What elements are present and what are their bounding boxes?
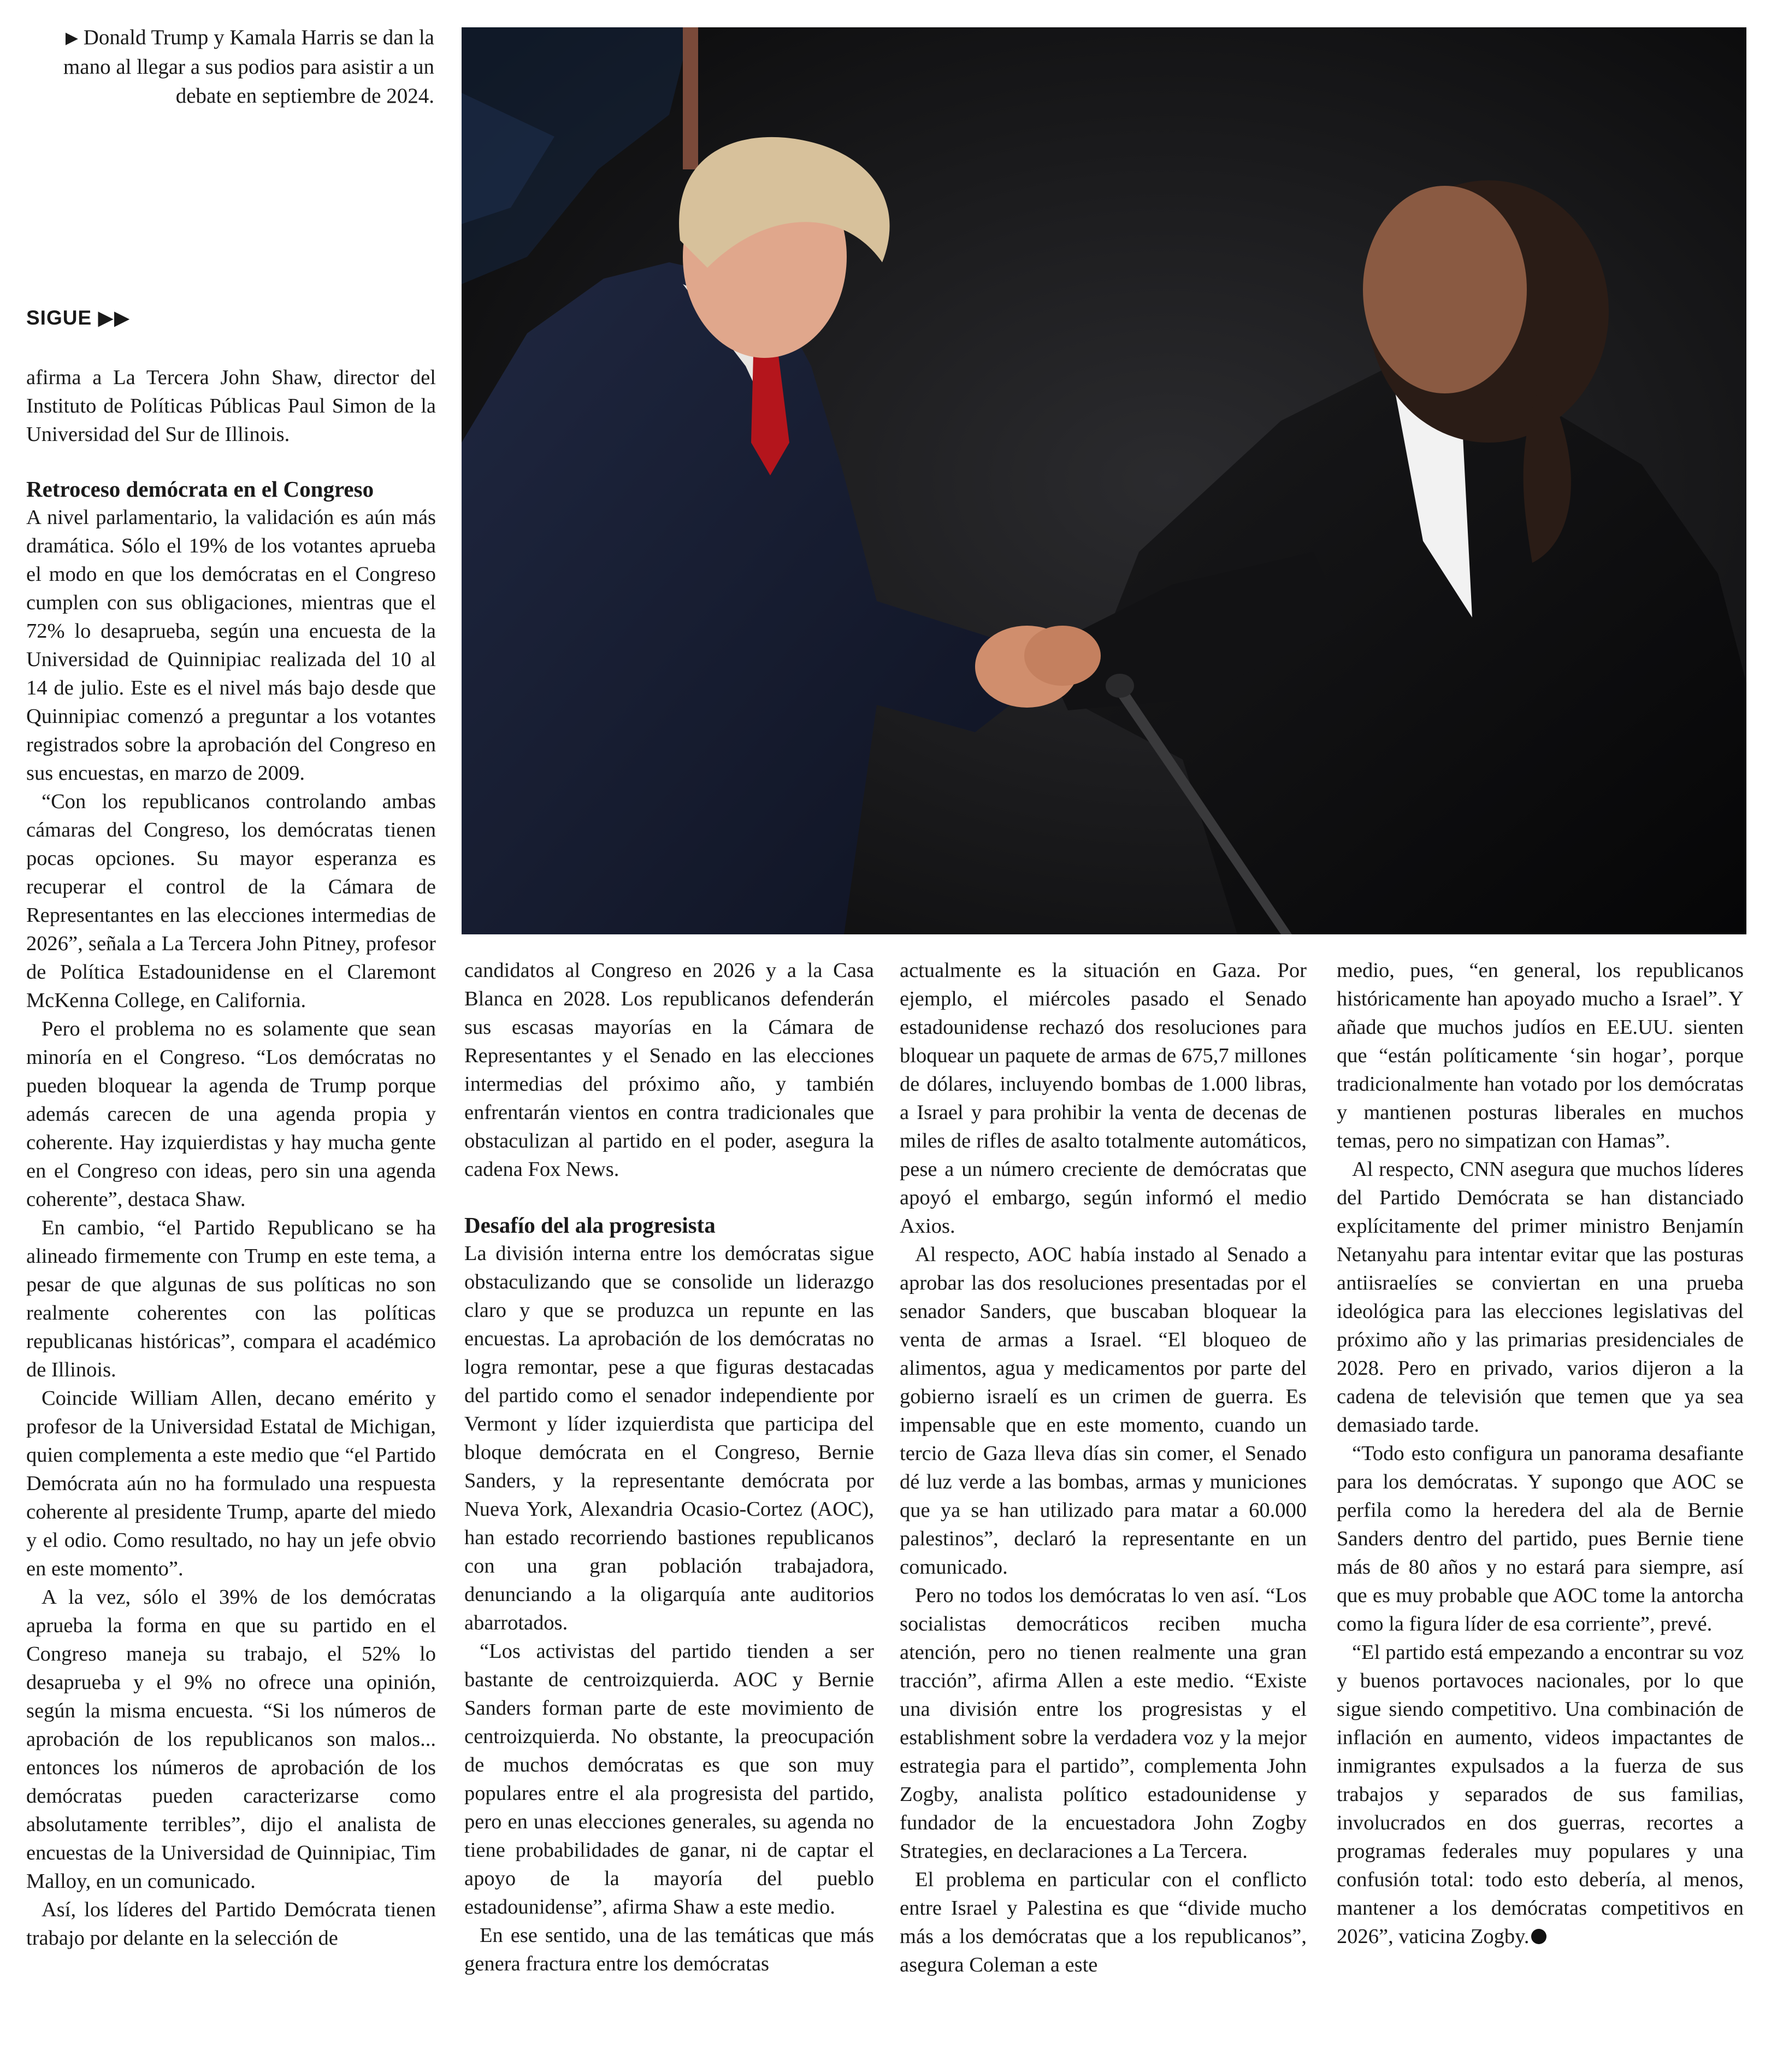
end-of-article-icon [1531, 1929, 1546, 1944]
paragraph: “Los activistas del partido tienden a ser bastante de centroizquierda. AOC y Bernie Sanders forman parte de este movimiento de centroizquierda. No obstante, la preocupación de muchos demócratas es que son muy populares entre el ala progresista del partido, pero en unas elecciones generales, su agenda no tiene probabilidades de ganar, ni de captar el apoyo de la mayoría del pueblo estadounidense”, afirma Shaw a este medio. [464, 1640, 874, 1918]
paragraph: A nivel parlamentario, la validación es aún más dramática. Sólo el 19% de los votantes aprueba el modo en que los demócratas en el Congreso cumplen con sus obligaciones, mientras que el 72% lo desaprueba, según una encuesta de la Universidad de Quinnipiac realizada del 10 al 14 de julio. Este es el nivel más bajo desde que Quinnipiac comenzó a preguntar a los votantes registrados sobre la aprobación del Congreso en sus encuestas, en marzo de 2009. [26, 506, 436, 785]
paragraph: Pero no todos los demócratas lo ven así. “Los socialistas democráticos reciben mucha atención, pero no tienen realmente una gran tracción”, afirma Allen a este medio. “Existe una división entre los progresistas y el establishment sobre la verdadera voz y la mejor estrategia para el partido”, complementa John Zogby, analista político estadounidense y fundador de la encuestadora John Zogby Strategies, en declaraciones a La Tercera. [900, 1584, 1307, 1863]
paragraph: A la vez, sólo el 39% de los demócratas aprueba la forma en que su partido en el Congreso maneja su trabajo, el 52% lo desaprueba y el 9% no ofrece una opinión, según la misma encuesta. “Si los números de aprobación de los republicanos son malos... entonces los números de aprobación de los demócratas pueden caracterizarse como absolutamente terribles”, dijo el analista de encuestas de la Universidad de Quinnipiac, Tim Malloy, en un comunicado. [26, 1586, 436, 1893]
paragraph: Pero el problema no es solamente que sean minoría en el Congreso. “Los demócratas no pueden bloquear la agenda de Trump porque además carecen de una agenda propia y coherente. Hay izquierdistas y hay mucha gente en el Congreso con ideas, pero sin una agenda coherente”, destaca Shaw. [26, 1017, 436, 1211]
article-photo [462, 27, 1746, 934]
subheading: Retroceso demócrata en el Congreso [26, 476, 374, 502]
paragraph: afirma a La Tercera John Shaw, director del Instituto de Políticas Públicas Paul Simon de la Universidad del Sur de Illinois. [26, 366, 436, 446]
article-column-4 [1337, 956, 1744, 1951]
double-arrow-icon: ▶▶ [98, 307, 131, 329]
paragraph: Así, los líderes del Partido Demócrata tienen trabajo por delante en la selección de [26, 1898, 436, 1950]
paragraph: Coincide William Allen, decano emérito y profesor de la Universidad Estatal de Michigan, quien complementa a este medio que “el Partido Demócrata aún no ha formulado una respuesta coherente al presidente Trump, aparte del miedo y el odio. Como resultado, no hay un jefe obvio en este momento”. [26, 1387, 436, 1580]
handshake-illustration [462, 27, 1746, 934]
paragraph: medio, pues, “en general, los republicanos históricamente han apoyado mucho a Israel”. Y añade que muchos judíos en EE.UU. sienten que “están políticamente ‘sin hogar’, porque tradicionalmente han votado por los demócratas y mantienen posturas liberales en muchos temas, pero no simpatizan con Hamas”. [1337, 959, 1744, 1152]
paragraph: La división interna entre los demócratas sigue obstaculizando que se consolide un liderazgo claro y que se produzca un repunte en las encuestas. La aprobación de los demócratas no logra remontar, pese a que figuras destacadas del partido como el senador independiente por Vermont y líder izquierdista que participa del bloque demócrata en el Congreso, Bernie Sanders, y la representante demócrata por Nueva York, Alexandria Ocasio-Cortez (AOC), han estado recorriendo bastiones republicanos con una gran población trabajadora, denunciando a la oligarquía ante auditorios abarrotados. [464, 1242, 874, 1634]
paragraph: En ese sentido, una de las temáticas que más genera fractura entre los demócratas [464, 1924, 874, 1975]
paragraph: Al respecto, CNN asegura que muchos líderes del Partido Demócrata se han distanciado explícitamente del primer ministro Benjamín Netanyahu para intentar evitar que las posturas antiisraelíes se conviertan en una prueba ideológica para las elecciones legislativas del próximo año y las primarias presidenciales de 2028. Pero en privado, varios dijeron a la cadena de televisión que temen que ya sea demasiado tarde. [1337, 1158, 1744, 1437]
paragraph: En cambio, “el Partido Republicano se ha alineado firmemente con Trump en este tema, a pesar de que algunas de sus políticas no son realmente coherentes con las políticas republicanas históricas”, compara el académico de Illinois. [26, 1216, 436, 1381]
caption-marker-icon: ▶ [65, 29, 78, 47]
paragraph: candidatos al Congreso en 2026 y a la Casa Blanca en 2028. Los republicanos defenderán sus escasas mayorías en la Cámara de Representantes y el Senado en las elecciones intermedias del próximo año, y también enfrentarán vientos en contra tradicionales que obstaculizan al partido en el poder, asegura la cadena Fox News. [464, 959, 874, 1181]
article-column-2 [464, 956, 874, 1978]
final-paragraph [1337, 1638, 1744, 1951]
subheading: Desafío del ala progresista [464, 1212, 716, 1238]
photo-caption [27, 23, 434, 110]
continue-label: SIGUE [26, 307, 92, 329]
paragraph: actualmente es la situación en Gaza. Por ejemplo, el miércoles pasado el Senado estadounidense rechazó dos resoluciones para bloquear un paquete de armas de 675,7 millones de dólares, incluyendo bombas de 1.000 libras, a Israel y para prohibir la venta de decenas de miles de rifles de asalto totalmente automáticos, pese a un número creciente de demócratas que apoyó el embargo, según informó el medio Axios. [900, 959, 1307, 1238]
paragraph: “Con los republicanos controlando ambas cámaras del Congreso, los demócratas tienen pocas opciones. Su mayor esperanza es recuperar el control de la Cámara de Representantes en las elecciones intermedias de 2026”, señala a La Tercera John Pitney, profesor de Política Estadounidense en el Claremont McKenna College, en California. [26, 790, 436, 1012]
article-column-1 [26, 363, 436, 1952]
paragraph: El problema en particular con el conflicto entre Israel y Palestina es que “divide mucho más a los demócratas que a los republicanos”, asegura Coleman a este [900, 1868, 1307, 1976]
paragraph: Al respecto, AOC había instado al Senado a aprobar las dos resoluciones presentadas por el senador Sanders, que buscaban bloquear la venta de armas a Israel. “El bloqueo de alimentos, agua y medicamentos por parte del gobierno israelí es un crimen de guerra. Es impensable que en este momento, cuando un tercio de Gaza lleva días sin comer, el Senado dé luz verde a las bombas, armas y municiones que ya se han utilizado para matar a 60.000 palestinos”, declaró la representante en un comunicado. [900, 1243, 1307, 1579]
article-column-3 [900, 956, 1307, 1979]
final-paragraph-text: “El partido está empezando a encontrar su voz y buenos portavoces nacionales, por lo que sigue siendo competitivo. Una combinación de inflación en aumento, videos impactantes de inmigrantes expulsados a la fuerza de sus trabajos y separados de sus familias, involucrados en dos guerras, recortes a programas federales muy populares y una confusión total: todo esto debería, al menos, mantener a los demócratas competitivos en 2026”, vaticina Zogby. [1337, 1641, 1744, 1948]
paragraph: “Todo esto configura un panorama desafiante para los demócratas. Y supongo que AOC se perfila como la heredera del ala de Bernie Sanders dentro del partido, pues Bernie tiene más de 80 años y no estará para siempre, así que es muy probable que AOC tome la antorcha como la figura líder de esa corriente”, prevé. [1337, 1442, 1744, 1635]
caption-text: Donald Trump y Kamala Harris se dan la mano al llegar a sus podios para asistir a un debate en septiembre de 2024. [63, 26, 434, 108]
continue-marker [26, 306, 130, 329]
